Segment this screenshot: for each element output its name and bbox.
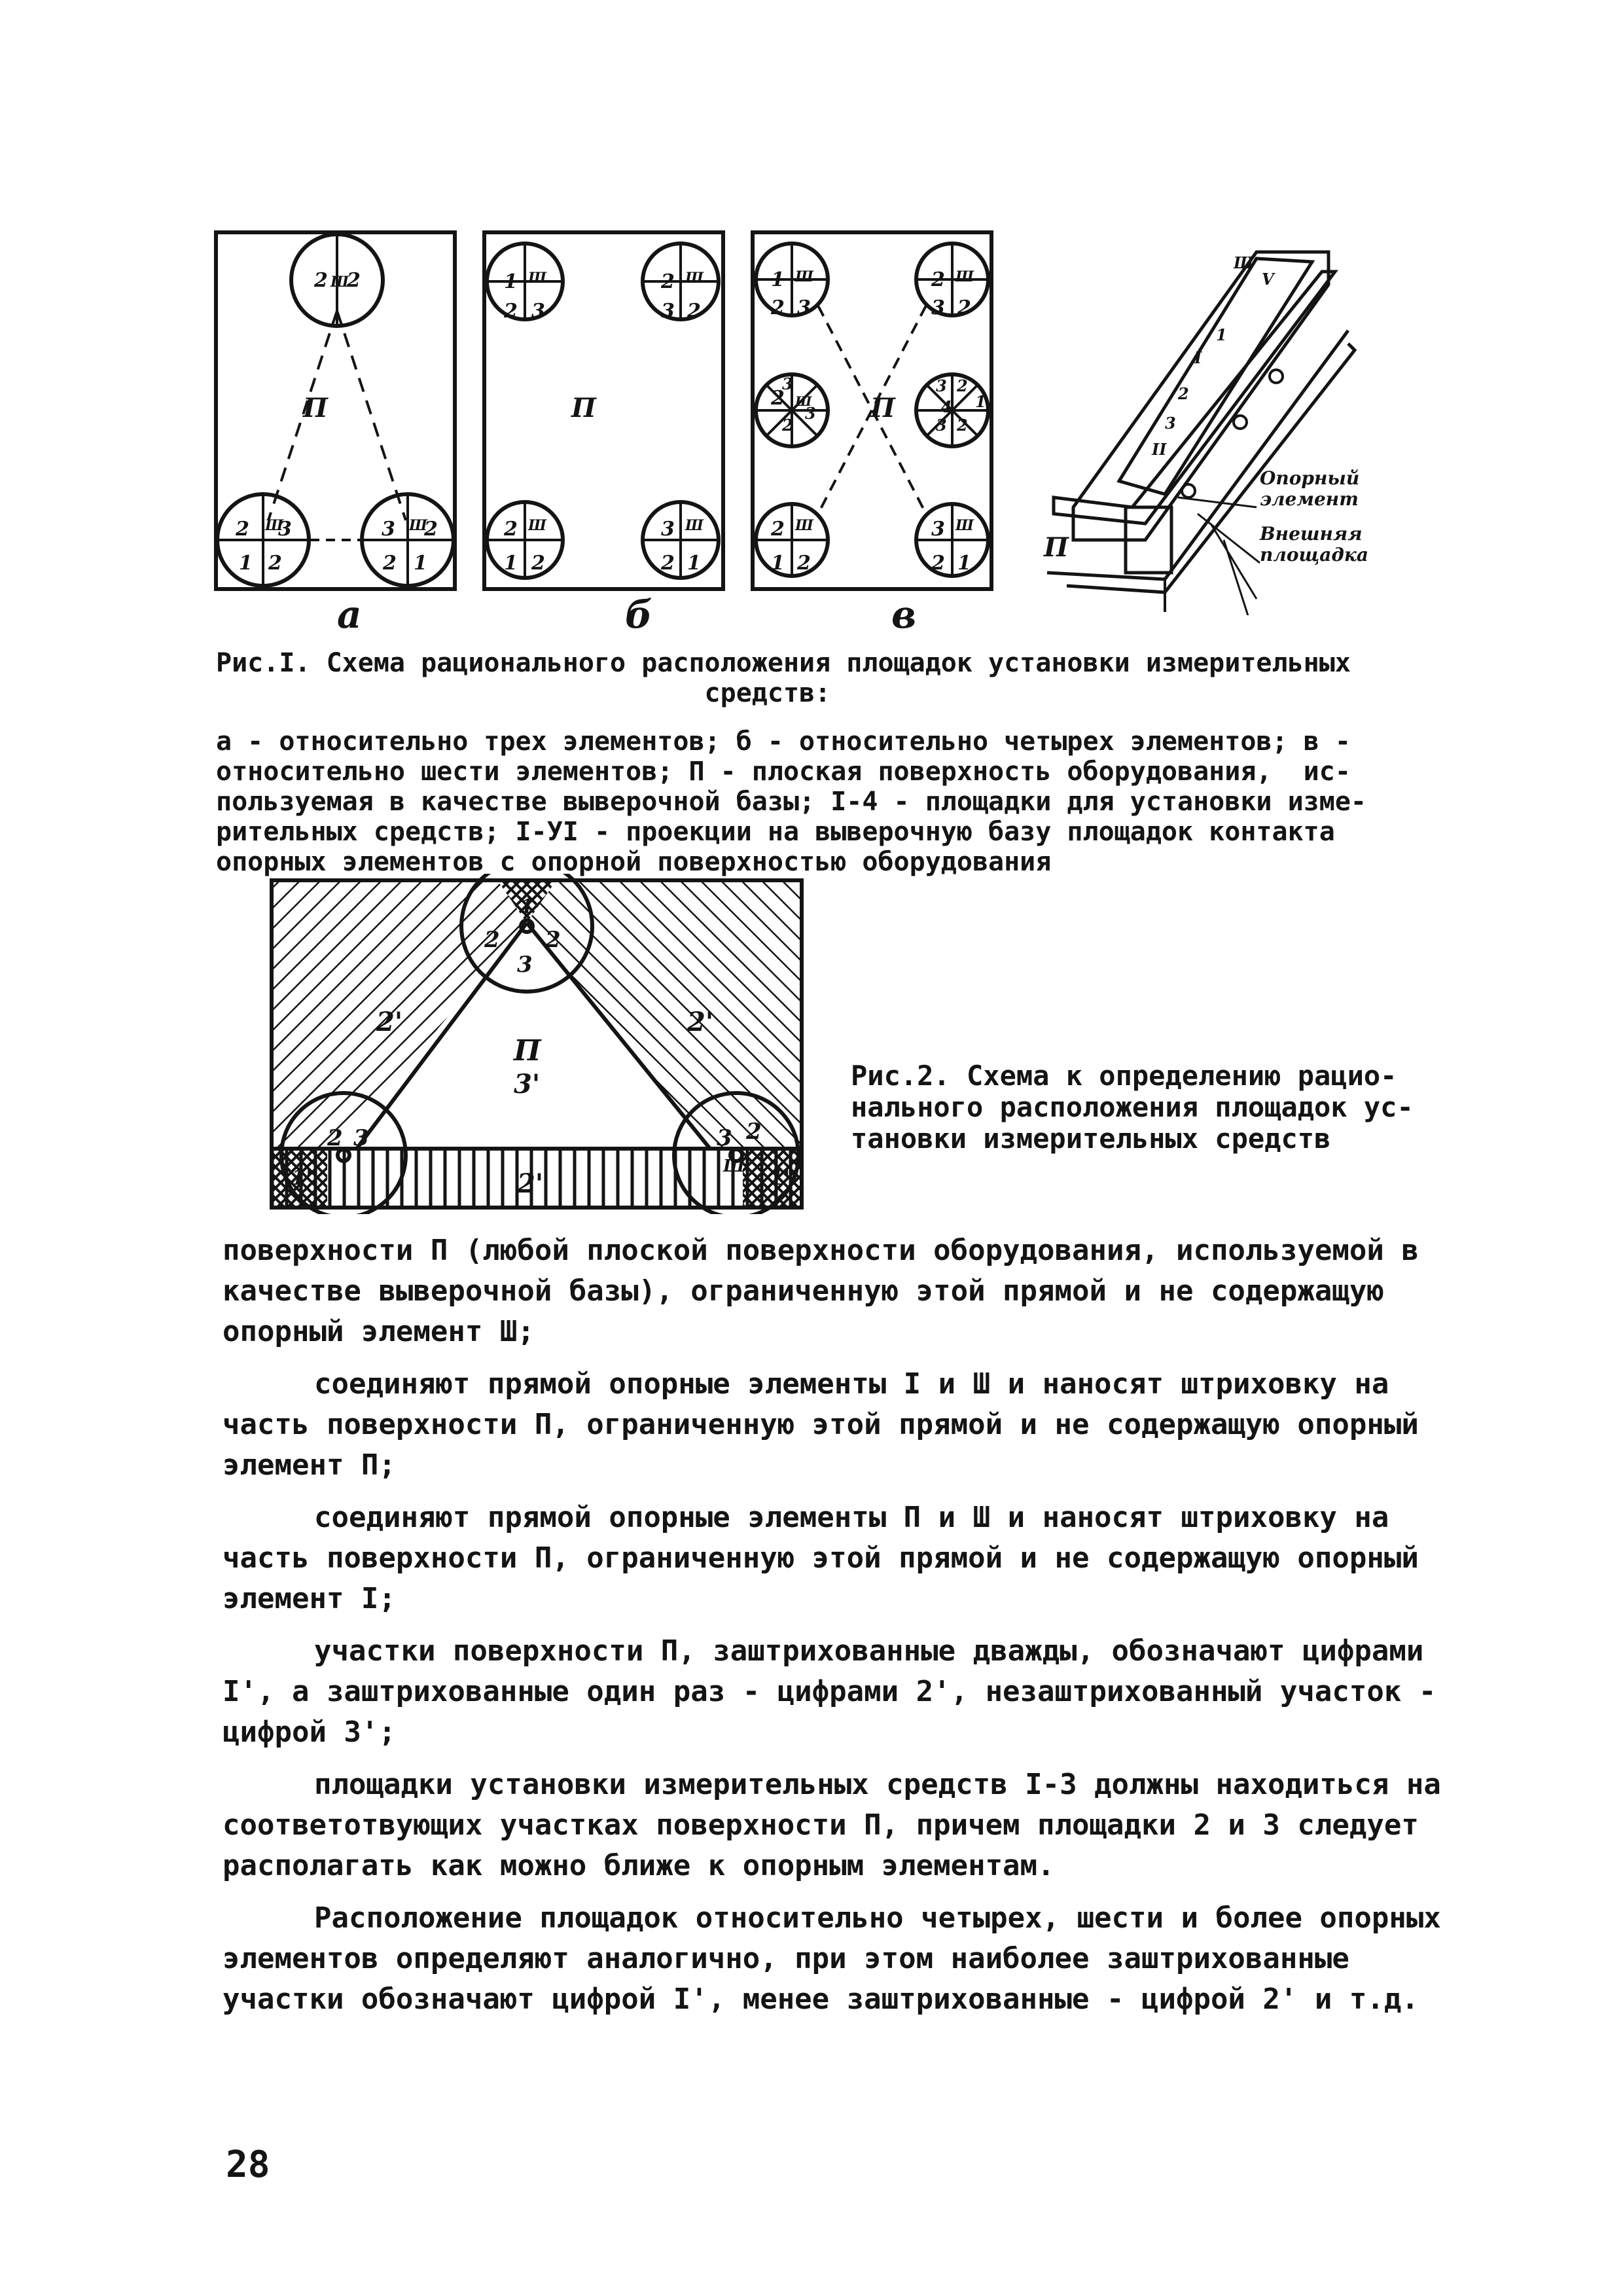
label: 4 <box>941 397 952 416</box>
paragraph: участки поверхности П, заштрихованные дважды, обозначают цифрами I', а заштрихованные один раз - цифрами 2', незаштрихованный участок - цифрой 3'; <box>223 1634 1436 1749</box>
fig2-bl-label: 2 <box>327 1125 343 1151</box>
label: Ш <box>795 268 813 285</box>
label: 2 <box>771 387 785 410</box>
figure-2-drawing <box>265 874 808 1214</box>
label: 2 <box>931 552 945 575</box>
label: Ш <box>955 517 974 534</box>
label: 1 <box>771 552 785 575</box>
label: 2 <box>957 376 968 395</box>
paragraph: соединяют прямой опорные элементы П и Ш и наносят штриховку на часть поверхности П, ограниченную этой прямой и не содержащую опорный элемент I; <box>223 1501 1419 1615</box>
label: 2 <box>687 300 701 323</box>
label: 2 <box>1178 384 1189 403</box>
paragraph: Расположение площадок относительно четырех, шести и более опорных элементов определяют аналогично, при этом наиболее заштрихованные участки обозначают цифрой I', менее заштрихованные - цифрой 2' и т.д. <box>223 1901 1441 2016</box>
label: 1 <box>957 552 971 575</box>
figure-1-caption-line: относительно шести элементов; П - плоская поверхность оборудования, ис- <box>216 757 1351 787</box>
label: 2 <box>531 552 545 575</box>
paragraph: соединяют прямой опорные элементы I и Ш и наносят штриховку на часть поверхности П, ограниченную этой прямой и не содержащую опорный элемент П; <box>223 1367 1419 1482</box>
panel-a-surface-label: П <box>303 393 328 423</box>
fig2-corner-left-label: 1' <box>291 1165 313 1190</box>
label: 2 <box>383 552 397 575</box>
label: 2 <box>661 270 675 293</box>
label: II <box>1152 440 1167 459</box>
panel-c-surface-label: П <box>870 393 895 423</box>
label: 3 <box>805 404 816 423</box>
paragraph: поверхности П (любой плоской поверхности оборудования, используемой в качестве выверочной базы), ограниченную этой прямой и не содержащую опорный элемент Ш; <box>223 1234 1419 1348</box>
fig2-top-label: 1 <box>520 895 534 918</box>
fig2-br-label: 3 <box>717 1125 732 1151</box>
label: 3 <box>797 296 811 319</box>
figure-1-caption-title: Рис.I. Схема рационального расположения площадок установки измерительных средств: <box>216 648 1351 708</box>
label: Ш <box>955 268 974 285</box>
paragraph: площадки установки измерительных средств I-3 должны находиться на соответотвующих участках поверхности П, причем площадки 2 и 3 следует располагать как можно ближе к опорным элементам. <box>223 1768 1441 1882</box>
body-text <box>223 1230 1466 2032</box>
label: 2 <box>347 269 361 292</box>
fig2-top-label: 2 <box>545 927 561 953</box>
fig2-top-label: 2 <box>484 927 500 953</box>
label: 3 <box>382 518 395 541</box>
fig2-br-label: Ш <box>723 1157 745 1176</box>
label: 3 <box>931 518 945 541</box>
label: 1 <box>1216 325 1227 344</box>
fig2-region-center-label: 3' <box>514 1069 541 1100</box>
figure-1-caption-line: а - относительно трех элементов; б - относительно четырех элементов; в - <box>216 726 1351 757</box>
figure-2-caption-line: нального расположения площадок ус- <box>851 1091 1414 1123</box>
panel-label-a: а <box>337 592 362 637</box>
label: 3 <box>936 416 947 435</box>
label: 3 <box>931 296 945 319</box>
label: 2 <box>771 296 785 319</box>
label: Ш <box>795 517 813 534</box>
fig2-region-bottom-label: 2' <box>517 1168 544 1199</box>
label: I <box>1194 348 1202 367</box>
label: 2 <box>797 552 811 575</box>
label: 1 <box>504 270 518 293</box>
perspective-surface-label: П <box>1044 532 1069 563</box>
fig2-br-label: 2 <box>746 1119 762 1145</box>
label: 2 <box>957 296 971 319</box>
label: 3 <box>782 374 793 393</box>
panel-b-surface-label: П <box>571 393 596 423</box>
page-number: 28 <box>226 2144 270 2186</box>
panel-label-b: б <box>625 592 652 637</box>
label: 3 <box>936 376 947 395</box>
label: 1 <box>687 552 701 575</box>
figure-1-caption-line: рительных средств; I-УI - проекции на выверочную базу площадок контакта <box>216 817 1335 847</box>
figure-2-caption-line: тановки измерительных средств <box>851 1122 1331 1155</box>
label: 2 <box>782 416 793 435</box>
figure-1-caption-line: опорных элементов с опорной поверхностью оборудования <box>216 847 1052 877</box>
label: Ш <box>528 270 546 287</box>
label: 2 <box>504 300 518 323</box>
fig2-region-left-label: 2' <box>376 1007 403 1037</box>
label: 3 <box>531 300 545 323</box>
label: 3 <box>278 518 292 541</box>
label: Ш <box>528 517 546 534</box>
label: 2 <box>661 552 675 575</box>
label: Ш <box>265 517 283 534</box>
label: 2 <box>771 518 785 541</box>
label: 2 <box>424 518 438 541</box>
figure-2-caption-line: Рис.2. Схема к определению рацио- <box>851 1060 1397 1092</box>
label: Ш <box>330 274 349 291</box>
label-support-element: Опорный элемент <box>1260 467 1360 510</box>
label-outer-pad: Внешняя площадка <box>1260 523 1368 565</box>
fig2-bl-label: 3 <box>353 1125 369 1151</box>
label: 2 <box>314 269 328 292</box>
fig2-top-label: 3 <box>517 952 533 978</box>
fig2-region-right-label: 2' <box>687 1007 714 1037</box>
label: 1 <box>239 552 253 575</box>
label: Ш <box>795 393 812 409</box>
label: 2 <box>236 518 249 541</box>
label: 1 <box>414 552 427 575</box>
label: Ш <box>685 517 704 534</box>
label: 2 <box>931 268 945 291</box>
label: Ш <box>1234 253 1254 272</box>
label: 2 <box>957 416 968 435</box>
fig2-surface-label: П <box>514 1034 541 1067</box>
label: 3 <box>661 300 675 323</box>
panel-label-c: в <box>891 592 917 637</box>
label: 1 <box>504 552 518 575</box>
figure-2 <box>265 874 808 1214</box>
label: 2 <box>268 552 282 575</box>
fig2-corner-right-label: 1' <box>769 1165 791 1190</box>
label: 1 <box>975 392 986 411</box>
label: Ш <box>685 270 704 287</box>
label: 3 <box>1165 414 1176 433</box>
label: V <box>1262 270 1274 289</box>
figure-1-caption-line: пользуемая в качестве выверочной базы; I-4 - площадки для установки изме- <box>216 787 1366 817</box>
label: 2 <box>504 518 518 541</box>
label: 3 <box>661 518 675 541</box>
label: 1 <box>771 268 785 291</box>
label: Ш <box>409 517 427 534</box>
